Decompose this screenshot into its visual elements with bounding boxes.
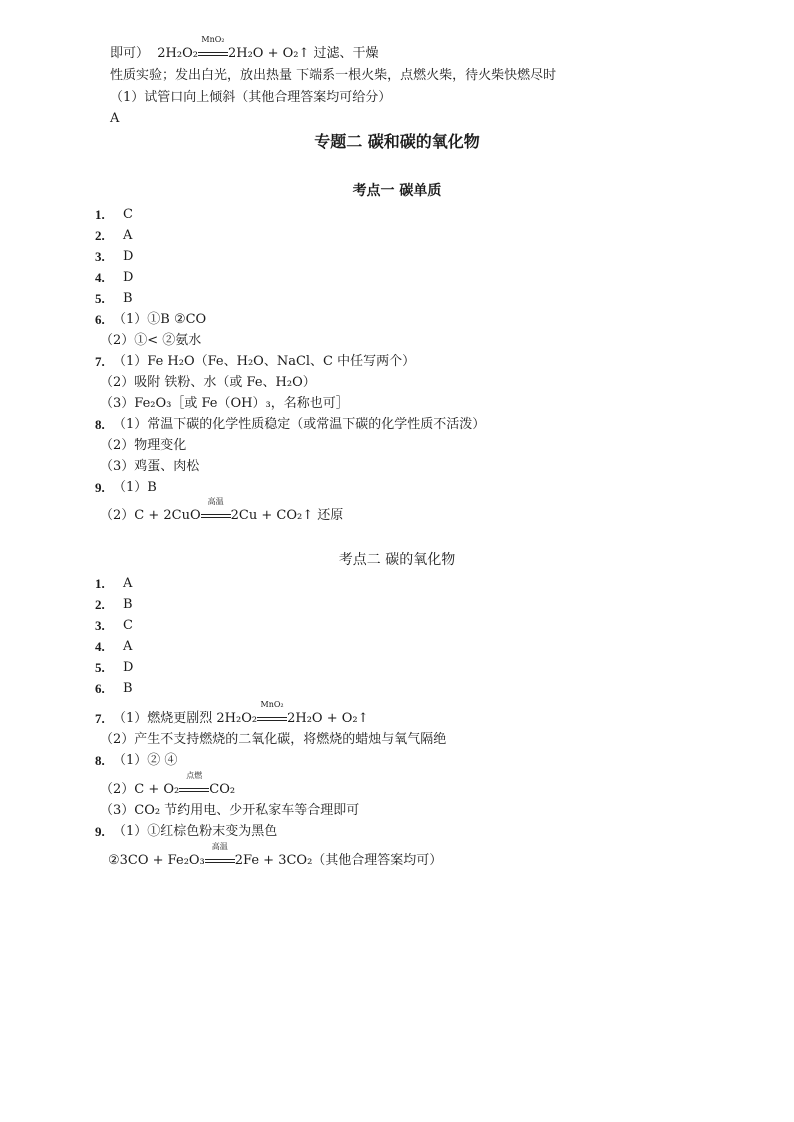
answer: （2）物理变化 [100,438,187,453]
answer: D [123,249,134,264]
equation-reactants: ②3CO + Fe₂O₃ [108,853,205,868]
equals-sign [201,514,231,518]
answer: （1）② ④ [113,753,178,768]
answer: （2）①< ②氨水 [100,333,202,348]
answer: （3）Fe₂O₃［或 Fe（OH）₃，名称也可］ [100,396,349,411]
equation-line [113,700,369,727]
condition-label: 点燃 [186,771,203,780]
equation-reactants: （2）C + 2CuO [100,508,201,523]
reaction-condition [201,497,231,524]
equation-products: CO₂ [209,782,236,797]
condition-label: 高温 [211,842,228,851]
q-number: 8. [95,417,105,432]
q-number: 7. [95,711,105,726]
answer: C [123,207,133,222]
condition-label: MnO₂ [260,700,284,709]
answer: A [123,228,133,243]
top-line-4: A [110,111,120,126]
q-number: 6. [95,681,105,696]
answer: C [123,618,133,633]
condition-label: 高温 [207,497,224,506]
equals-sign [205,859,235,863]
equation-line [108,842,443,869]
answer: （1）Fe H₂O（Fe、H₂O、NaCl、C 中任写两个） [113,354,416,369]
part2-title: 考点二 碳的氧化物 [338,552,456,568]
equation-reactants: （2）C + O₂ [100,782,180,797]
answer: （2）吸附 铁粉、水（或 Fe、H₂O） [100,375,316,390]
q-number: 4. [95,270,105,285]
answer: （3）CO₂ 节约用电、少开私家车等合理即可 [100,803,360,818]
answer: （3）鸡蛋、肉松 [100,459,200,474]
q-number: 4. [95,639,105,654]
equation-line [100,497,344,524]
equation-reactants: （1）燃烧更剧烈 2H₂O₂ [113,711,258,726]
q-number: 7. [95,354,105,369]
reaction-condition [198,35,228,62]
answer: D [123,660,134,675]
reaction-condition [257,700,287,727]
answer: B [123,291,133,306]
answer: B [123,597,133,612]
equation-products: 2H₂O + O₂↑ [287,711,369,726]
q-number: 2. [95,228,105,243]
top-line-1 [110,35,379,62]
q-number: 8. [95,753,105,768]
equation-products: 2Cu + CO₂↑ 还原 [230,508,344,523]
answer: （1）B [113,480,157,495]
answer: （2）产生不支持燃烧的二氧化碳，将燃烧的蜡烛与氧气隔绝 [100,732,447,747]
q-number: 1. [95,207,105,222]
answer: A [123,639,133,654]
q-number: 2. [95,597,105,612]
q-number: 5. [95,291,105,306]
reaction-condition [179,771,209,798]
q-number: 3. [95,249,105,264]
q-number: 6. [95,312,105,327]
equals-sign [257,717,287,721]
top-line-1-products: 2H₂O + O₂↑ 过滤、干燥 [227,46,379,61]
part1-title: 考点一 碳单质 [352,183,442,199]
q-number: 9. [95,824,105,839]
top-line-3: （1）试管口向上倾斜（其他合理答案均可给分） [110,90,392,105]
equation-line [100,771,236,798]
equals-sign [198,52,228,56]
reaction-condition [205,842,235,869]
section-title: 专题二 碳和碳的氧化物 [314,132,480,151]
answer: B [123,681,133,696]
answer: A [123,576,133,591]
q-number: 9. [95,480,105,495]
top-line-1-prefix: 即可） [110,46,158,61]
equals-sign [179,788,209,792]
condition-label: MnO₂ [201,35,225,44]
answer: D [123,270,134,285]
q-number: 3. [95,618,105,633]
equation-products: 2Fe + 3CO₂（其他合理答案均可） [234,853,443,868]
answer: （1）常温下碳的化学性质稳定（或常温下碳的化学性质不活泼） [113,417,486,432]
top-line-1-reactant: 2H₂O₂ [157,46,198,61]
answer: （1）①红棕色粉末变为黑色 [113,824,278,839]
q-number: 5. [95,660,105,675]
top-line-2: 性质实验；发出白光，放出热量 下端系一根火柴，点燃火柴，待火柴快燃尽时 [110,68,557,83]
answer: （1）①B ②CO [113,312,207,327]
q-number: 1. [95,576,105,591]
